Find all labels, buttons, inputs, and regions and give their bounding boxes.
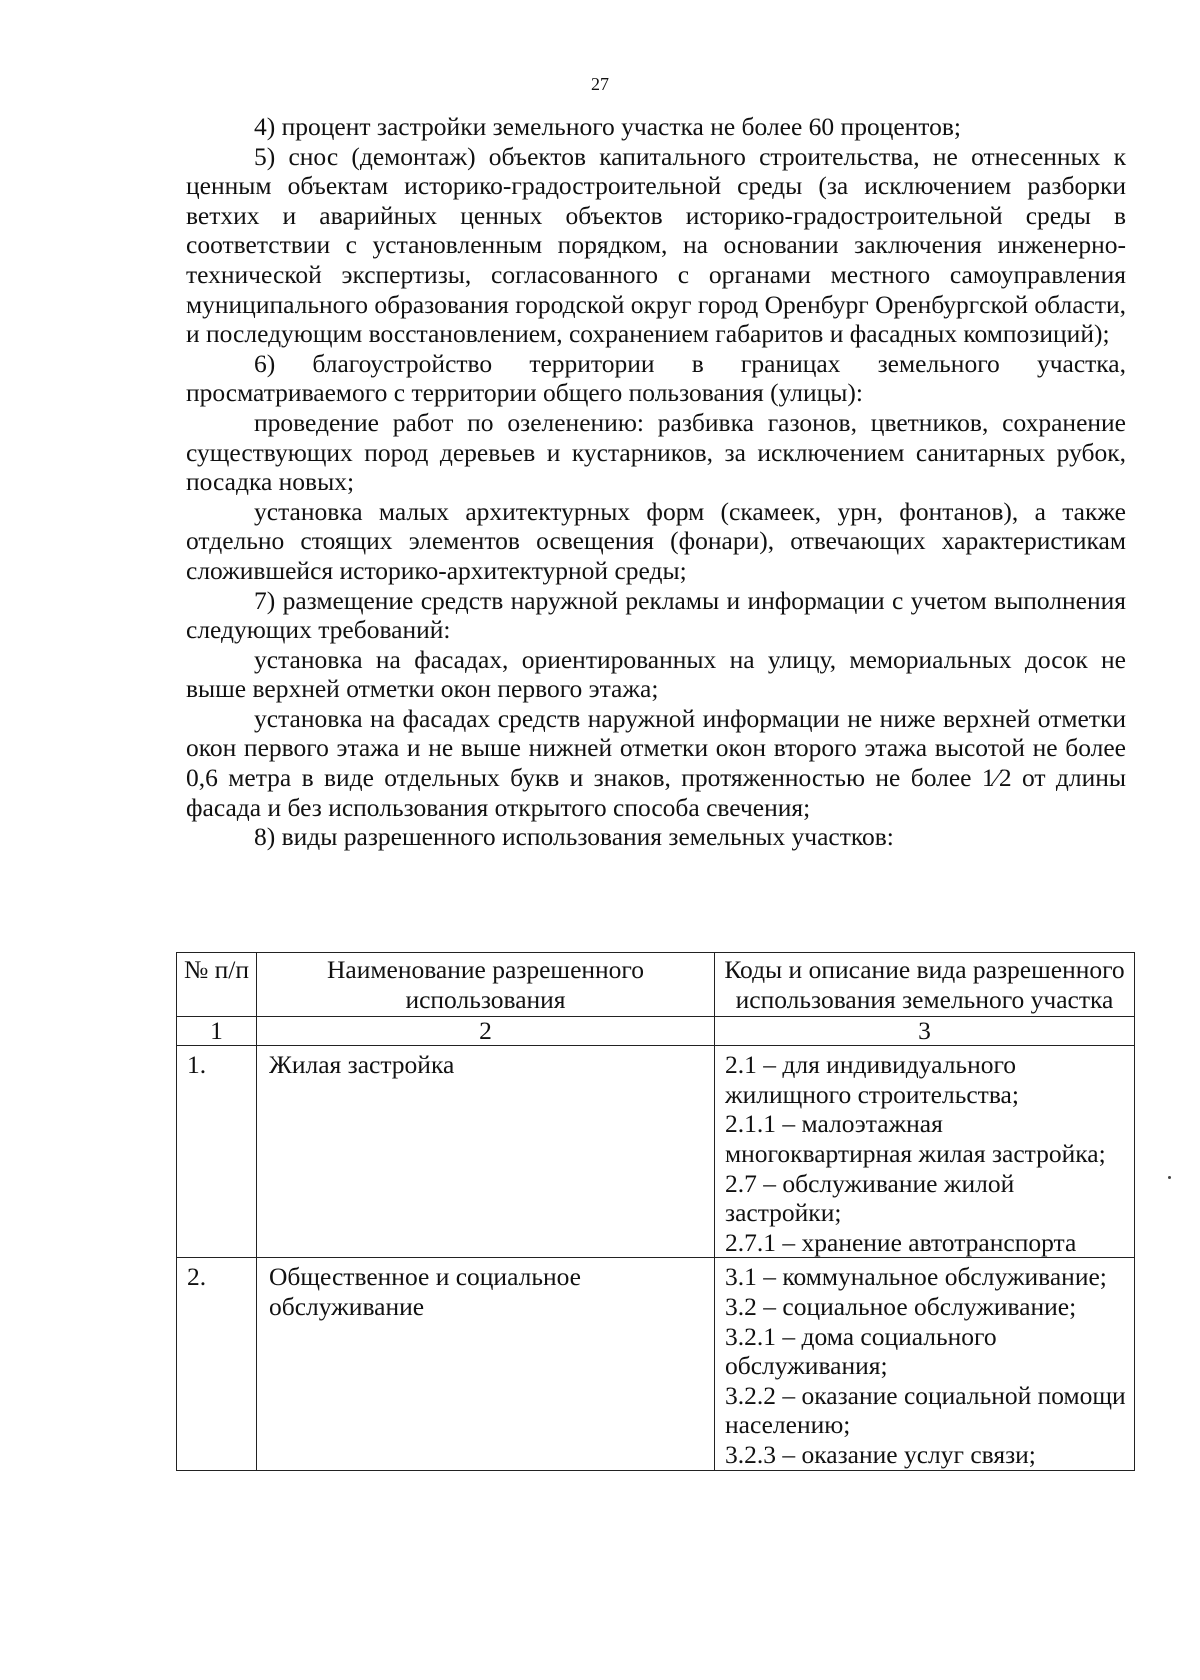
- use-codes: [715, 1258, 1135, 1470]
- page-number: 27: [591, 74, 609, 94]
- paragraph: установка на фасадах, ориентированных на улицу, мемориальных досок не выше верхней отметки окон первого этажа;: [186, 644, 1126, 704]
- header-use-name: Наименование разрешенного использования: [257, 953, 715, 1017]
- column-number: 1: [177, 1017, 257, 1046]
- header-number: № п/п: [177, 953, 257, 1017]
- header-codes: Коды и описание вида разрешенного использования земельного участка: [715, 953, 1135, 1017]
- code-item: 3.2.3 – оказание услуг связи;: [725, 1439, 1036, 1469]
- paragraph: 7) размещение средств наружной рекламы и информации с учетом выполнения следующих требований:: [186, 585, 1126, 645]
- body-text: [186, 112, 1126, 852]
- paragraph: установка на фасадах средств наружной информации не ниже верхней отметки окон первого этажа и не выше нижней отметки окон второго этажа высотой не более 0,6 метра в виде отдельных букв и знаков, протяженностью не более 1⁄2 от длины фасада и без использования открытого способа свечения;: [186, 703, 1126, 822]
- column-number: 3: [715, 1017, 1135, 1046]
- table-header-row: [177, 953, 1135, 1017]
- row-number: 1.: [177, 1046, 257, 1258]
- table-row: [177, 1258, 1135, 1470]
- column-number: 2: [257, 1017, 715, 1046]
- permitted-use-table: [176, 952, 1135, 1471]
- code-item: 2.7 – обслуживание жилой застройки;: [725, 1168, 1015, 1228]
- paragraph: 6) благоустройство территории в границах земельного участка, просматриваемого с территории общего пользования (улицы):: [186, 348, 1126, 408]
- code-item: 2.1 – для индивидуального жилищного строительства;: [725, 1050, 1019, 1109]
- paragraph: 8) виды разрешенного использования земельных участков:: [254, 822, 894, 852]
- scan-speck: [1168, 1176, 1171, 1179]
- code-item: 2.1.1 – малоэтажная многоквартирная жилая застройка;: [725, 1109, 1106, 1168]
- paragraph: 4) процент застройки земельного участка не более 60 процентов;: [254, 112, 961, 141]
- row-number: 2.: [177, 1258, 257, 1470]
- column-number-row: [177, 1017, 1135, 1046]
- paragraph: установка малых архитектурных форм (скамеек, урн, фонтанов), а также отдельно стоящих элементов освещения (фонари), отвечающих характеристикам сложившейся историко-архитектурной среды;: [186, 496, 1126, 585]
- table-row: [177, 1046, 1135, 1258]
- code-item: 3.2.1 – дома социального обслуживания;: [725, 1321, 997, 1381]
- use-name: Жилая застройка: [257, 1046, 715, 1258]
- code-item: 2.7.1 – хранение автотранспорта: [725, 1227, 1077, 1257]
- code-item: 3.2.2 – оказание социальной помощи населению;: [725, 1380, 1126, 1440]
- paragraph: 5) снос (демонтаж) объектов капитального строительства, не отнесенных к ценным объектам историко-градостроительной среды (за исключением разборки ветхих и аварийных ценных объектов историко-градостроительной среды в соответствии с установленным порядком, на основании заключения инженерно-технической экспертизы, согласованного с органами местного самоуправления муниципального образования городской округ город Оренбург Оренбургской области, и последующим восстановлением, сохранением габаритов и фасадных композиций);: [186, 141, 1126, 349]
- paragraph: проведение работ по озеленению: разбивка газонов, цветников, сохранение существующих пород деревьев и кустарников, за исключением санитарных рубок, посадка новых;: [186, 407, 1126, 497]
- code-item: 3.1 – коммунальное обслуживание;: [725, 1262, 1107, 1292]
- use-codes: [715, 1046, 1135, 1258]
- use-name: Общественное и социальное обслуживание: [257, 1258, 715, 1470]
- code-item: 3.2 – социальное обслуживание;: [725, 1291, 1077, 1321]
